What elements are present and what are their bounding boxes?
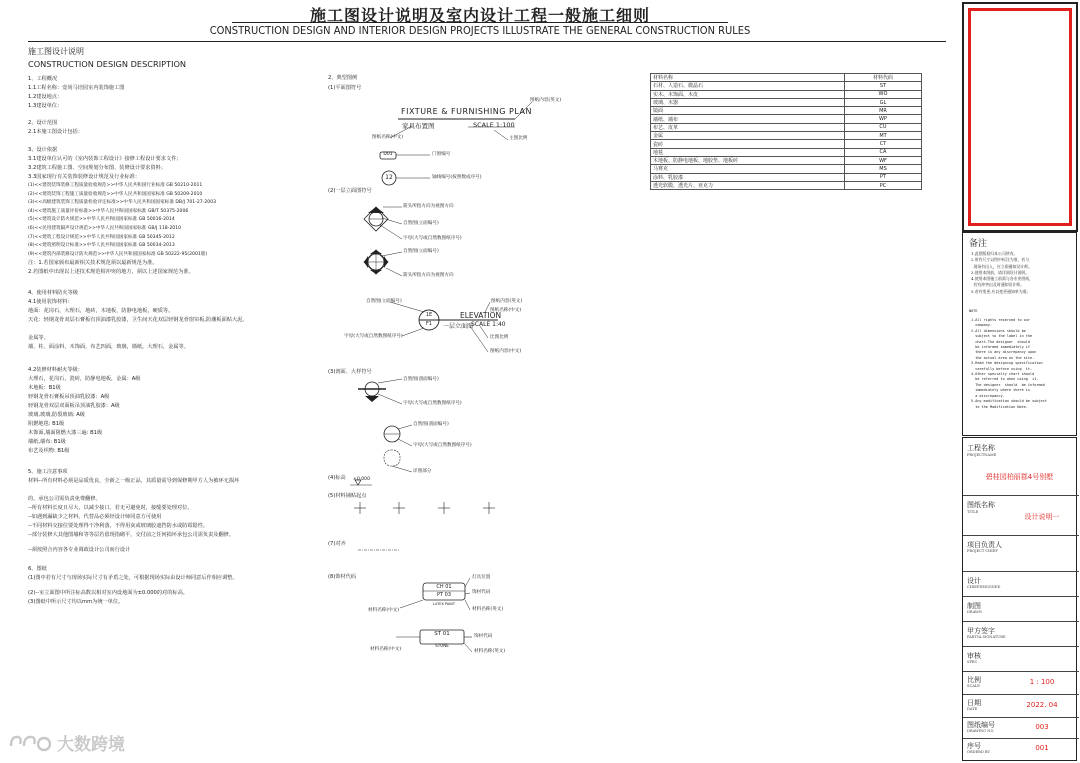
title-value: 设计说明一 — [1024, 513, 1060, 521]
text-line: 阻燃地毯: B1级 — [28, 421, 65, 428]
section-title-cn: 施工图设计说明 — [28, 47, 84, 56]
preview-frame — [962, 2, 1078, 232]
preview-red-border — [968, 8, 1072, 226]
drawn-sub: DRAWN — [967, 610, 982, 614]
leader — [398, 425, 412, 429]
legend-label: 箭头所指方向为视图方向 — [403, 204, 454, 209]
notes-en: 1.All rights reserved to our company. 2.All dimensions should be subject to the label in the chart.The designer should be informed immediately if there is any discrepancy upon the actual area on the site. 3.Read the designing specification carefully before using it. 4.Other specialty chart should be referred to when using it. The designer should be informed immediately where there is a discrepancy. 5.Any modification should be subject to the Modification Note. — [971, 318, 1047, 409]
legend-label: 主图比例 — [509, 136, 528, 141]
material-tag-1-note: LATEX PAINT — [432, 602, 456, 606]
order-label: 序号 — [967, 742, 981, 750]
text-line: 注：1.若国家颁布最新相关技术规范须以最新规范为准。 — [28, 260, 158, 267]
detail-region — [384, 450, 400, 466]
material-code-cell: GL — [845, 98, 922, 106]
table-row — [651, 98, 922, 106]
text-line: --如遇到漏缺少之材料，代替品必须经设计师同意方可使用 — [28, 514, 162, 521]
material-name-cell: 墙纸、墙布 — [651, 115, 845, 123]
column-header-code: 材料代码 — [845, 74, 922, 82]
text-line: 玻璃,玻璃,防裂玻璃: A级 — [28, 412, 85, 419]
text-line: 1.2建设地点： — [28, 94, 63, 100]
text-line: 木饰面,墙面阻燃大漆三遍: B1级 — [28, 430, 103, 437]
project-name-value: 碧桂园柏丽郡4号别墅 — [985, 473, 1054, 481]
table-row — [651, 107, 922, 115]
title-label: 图纸名称 — [967, 501, 995, 509]
material-code-cell: CU — [845, 123, 922, 131]
row-party — [963, 621, 1079, 647]
text-line: 2.若图纸中出现以上述技术规范相冲突的地方，须以上述国家规范为准。 — [28, 269, 194, 276]
text-line: 5、施工注意事项 — [28, 469, 68, 476]
leader — [380, 225, 402, 239]
text-line: 布艺及织物: B1级 — [28, 448, 70, 455]
text-line: 轻钢龙骨双层双面板吊顶油乳胶漆：A级 — [28, 403, 120, 410]
leader — [465, 593, 470, 594]
level-mark-text: ±0.000 — [353, 477, 371, 482]
table-row — [651, 173, 922, 181]
arrow-down — [370, 270, 382, 274]
table-row — [651, 132, 922, 140]
text-line: --所有材料长度且尽大，以减少接口。若无可避免时，接缝要处理对位。 — [28, 505, 193, 512]
section-title-en: CONSTRUCTION DESIGN DESCRIPTION — [28, 59, 187, 69]
leader — [464, 643, 472, 652]
legend-label: 轴线编号(按照数成序号) — [432, 175, 482, 180]
section-2 — [28, 119, 318, 137]
legend-label: 图纸名称(中文) — [372, 135, 404, 140]
text-line: 墙纸,墙布: B1级 — [28, 439, 66, 446]
legend-label: 自然图(立面编号) — [403, 249, 439, 254]
elev-index-arrow — [368, 207, 384, 213]
row-order — [963, 738, 1079, 759]
title-block — [960, 2, 1078, 760]
arrow-left — [364, 256, 368, 268]
page-title-en: CONSTRUCTION DESIGN AND INTERIOR DESIGN PROJECTS ILLUSTRATE THE GENERAL CONSTRUCTION RULES — [209, 24, 751, 37]
text-line: 金属等。 — [28, 335, 49, 342]
material-name-cell: 实木、木饰面、木皮 — [651, 90, 845, 98]
legend-label: 材料名称(中文) — [370, 647, 402, 652]
text-line: 大理石，花岗石，瓷砖，防静电地板，金属：A级 — [28, 376, 141, 383]
row-drawing-no — [963, 717, 1079, 739]
table-row — [651, 156, 922, 164]
section-arrow — [365, 396, 379, 402]
text-line: 2、设计范围 — [28, 120, 58, 126]
left-column — [28, 46, 318, 607]
legend-label: 自然图(立面编号) — [366, 299, 402, 304]
material-tag-1-bottom: PT 03 — [436, 592, 452, 598]
material-code-cell: ST — [845, 82, 922, 90]
material-tag-1-top: CH 01 — [436, 584, 452, 590]
legend-label: 自然图(立面编号) — [403, 221, 439, 226]
material-name-cell: 镜面 — [651, 107, 845, 115]
text-line: 1.3建设单位： — [28, 103, 63, 109]
chief-sub: PROJECT CHIEF — [967, 549, 998, 553]
material-code-cell: PC — [845, 181, 922, 189]
code-line: (2)<<建筑装饰工程施工质量验收规范>>中华人民共和国国家标准 GB 50209-2010 — [28, 191, 203, 197]
text-line: 3.3国家现行有关装饰装修设计规范及行业标准： — [28, 174, 141, 180]
row-chief — [963, 535, 1079, 572]
text-line: 3.2建筑工程施工图、空间规划分布图、装修设计要求资料； — [28, 165, 166, 171]
legend-label: 字母(大写或自然数图纸序号) — [403, 236, 462, 241]
code-line: (4)<<建筑施工质量评价标准>>中华人民共和国国家标准 GB/T 50375-2006 — [28, 208, 189, 214]
material-tag-2-top: ST 01 — [434, 631, 450, 637]
party-sub: PARTYA SIGNATURE — [967, 635, 1006, 639]
material-code-cell: WF — [845, 156, 922, 164]
text-line: 1、工程概况 — [28, 76, 58, 82]
material-code-cell: CT — [845, 140, 922, 148]
scale-label: 比例 — [967, 676, 981, 684]
material-code-cell: MS — [845, 165, 922, 173]
code-line: (7)<<建筑工程设计规范>>中华人民共和国国家标准 GB 50345-2012 — [28, 234, 175, 240]
elev-tag-bottom: F1 — [425, 321, 433, 327]
elevation-title: ELEVATION — [460, 311, 502, 320]
material-name-cell: 透光软膜、透光片、亚克力 — [651, 181, 845, 189]
material-name-cell: 石材、人造石、微晶石 — [651, 82, 845, 90]
title-sub: TITLE — [967, 510, 979, 514]
leader — [378, 379, 402, 383]
text-line: --不同材料交接位要处理得干净利落，不得用灰或玻璃胶遮挡防水或防霉隐性。 — [28, 523, 209, 530]
material-code-cell: MT — [845, 132, 922, 140]
drawing-no-sub: DRAWING NO — [967, 729, 994, 733]
text-line: --部分装修大其他图墙和等等层若留现指砌平，交付前之任何损坏承包公司需负责及翻修。 — [28, 532, 235, 539]
date-sub: DATE — [967, 707, 978, 711]
text-line: --须按照合内容各专业调政设计公司而行设计 — [28, 547, 131, 554]
door-tag-text: D01 — [383, 152, 393, 157]
table-row — [651, 115, 922, 123]
text-line: 4.2装修材料耐火等级： — [28, 367, 83, 374]
legend-label: 详图部分 — [413, 469, 432, 474]
date-label: 日期 — [967, 699, 981, 707]
material-name-cell: 地毯 — [651, 148, 845, 156]
legend-label: 自然图(剖面编号) — [413, 422, 449, 427]
project-name-sub: PROJECTNAME — [967, 453, 997, 457]
legend-label: 材料名称(英文) — [474, 649, 506, 654]
party-label: 甲方签字 — [967, 627, 995, 635]
text-line: 3、设计依据 — [28, 147, 58, 153]
table-row — [651, 82, 922, 90]
elevation-scale: SCALE 1:40 — [471, 321, 506, 328]
section-3 — [28, 146, 318, 277]
row-title — [963, 495, 1079, 536]
material-name-cell: 金属 — [651, 132, 845, 140]
material-name-cell: 玻璃、木器 — [651, 98, 845, 106]
notes-box — [962, 232, 1077, 436]
legend-sub-align: (7)对齐 — [328, 541, 346, 547]
legend-section-title: 2、典型图例 — [328, 75, 358, 81]
row-design — [963, 571, 1079, 597]
text-line: (2)--室立面图中所注标高数以相对室内设地面为±0.000的对的标高。 — [28, 590, 188, 597]
code-line: (6)<<民用建筑隔声设计规范>>中华人民共和国国家标准 GB/J 118-2010 — [28, 225, 182, 231]
text-line: 轻钢龙骨石膏板吊顶油乳胶漆：A级 — [28, 394, 110, 401]
legend-label: 字母(大写或自然数图纸序号) — [344, 334, 403, 339]
material-name-cell: 布艺、皮革 — [651, 123, 845, 131]
material-code-cell: MR — [845, 107, 922, 115]
text-line: (1)图中若有尺寸与现场实际尺寸有矛盾之处，可根据现场实际由设计师同意后作相应调整。 — [28, 575, 238, 582]
drawn-label: 制图 — [967, 602, 981, 610]
section-6 — [28, 565, 318, 607]
code-line: (9)<<建筑内部装修设计防火规范>>中华人民共和国国家标准 GB 50222-95(2001版) — [28, 251, 208, 257]
legend-label: 图纸内容(中文) — [490, 349, 522, 354]
design-label: 设计 — [967, 577, 981, 585]
watermark — [8, 730, 125, 755]
legend-label: 饰材代码 — [474, 634, 493, 639]
text-line: (3)图纸中所示尺寸均以mm为统一单位。 — [28, 599, 124, 606]
legend-label: 图纸内容(英文) — [491, 299, 523, 304]
text-line: 4.1使用装饰材料： — [28, 299, 73, 306]
row-drawn — [963, 596, 1079, 622]
row-scale — [963, 671, 1079, 695]
order-sub: ORDERD BY — [967, 750, 990, 754]
legend-label: 门窗编号 — [432, 152, 451, 157]
legend-label: 图纸内容(英文) — [530, 98, 562, 103]
legend-label: 图纸名称(中文) — [490, 308, 522, 313]
text-line: 木地板：B1级 — [28, 385, 61, 392]
column-header-name: 材料名称 — [651, 74, 845, 82]
notes-en-title: NOTE — [969, 309, 978, 313]
leader — [382, 252, 402, 256]
text-line: 2.1本施工图设计包括： — [28, 129, 83, 135]
arrow-up — [370, 250, 382, 254]
code-line: (8)<<建筑照明设计标准>>中华人民共和国国家标准 GB 50034-2013 — [28, 243, 175, 249]
legend-sub-elevation: (2)一层立面图符号 — [328, 188, 372, 194]
design-sub: CHIEFDESIGNED — [967, 585, 1001, 589]
table-row — [651, 165, 922, 173]
leader — [386, 268, 402, 276]
leader — [392, 466, 412, 472]
scale-value: 1 : 100 — [1029, 678, 1055, 686]
leader — [382, 218, 402, 224]
elevation-subtitle: 一层立面图 — [443, 323, 474, 330]
watermark-text: 大数跨境 — [57, 735, 125, 755]
order-value: 001 — [1035, 744, 1049, 752]
text-line: 天花：轻钢龙骨双层石膏板有顶油漆乳胶漆，卫生间天花双层轻钢龙骨窗帘板,防潮板面贴大泥。 — [28, 317, 248, 324]
leader — [465, 578, 470, 587]
table-header-row — [651, 74, 922, 82]
review-sub: SPEC — [967, 660, 978, 664]
material-name-cell: 马赛克 — [651, 165, 845, 173]
info-box — [962, 437, 1077, 761]
row-date — [963, 694, 1079, 718]
notes-cn: 1.此图版权归本公司所有。 2.所有尺寸以图中标注为准，若与 现场有出入，应立即通知设计师。 3.使用本图前，请详阅设计说明。 4.使用本图施工前需与各专业图纸， 若有冲突出及时通知设计师。 5.若有变更,应以变更通知单为准。 — [971, 251, 1034, 294]
legend-label: 饰材代码 — [472, 590, 491, 595]
scale-sub: SCALE — [967, 684, 980, 688]
section-4 — [28, 289, 318, 456]
text-line: 的，承包公司需负责免费翻修。 — [28, 496, 101, 503]
text-line — [28, 325, 318, 334]
leader — [378, 394, 402, 404]
code-line: (5)<<建筑设计防火规范>>中华人民共和国国家标准 GB 50016-2014 — [28, 217, 175, 223]
chief-label: 项目负责人 — [967, 541, 1002, 549]
legend-sub-section: (3)剖面、大样符号 — [328, 369, 372, 375]
drawing-no-label: 图纸编号 — [967, 721, 995, 729]
material-name-cell: 木地板、防静电地板、地胶垫、地板砖 — [651, 156, 845, 164]
legend-sub-material: (8)饰材代码 — [328, 574, 357, 580]
drawing-no-value: 003 — [1035, 723, 1049, 731]
legend-sub-level: (4)标高 — [328, 475, 346, 481]
legend-label: 自然图(剖面编号) — [403, 377, 439, 382]
row-project-name — [963, 438, 1079, 496]
material-code-cell: PT — [845, 173, 922, 181]
table-row — [651, 148, 922, 156]
date-value: 2022. 04 — [1026, 701, 1058, 709]
material-code-cell: WP — [845, 115, 922, 123]
axis-tag-text: 12 — [385, 174, 393, 181]
text-line: 材料--所有材料必须是品质优良，全新之一级正品，其质量需导到保修期甲方人为被环无损坏 — [28, 478, 240, 485]
elev-tag-top: 1E — [425, 312, 433, 318]
text-line: 3.1建设单位认可的《室内装饰工程设计》接修工程设计要求文件； — [28, 156, 182, 162]
legend-sub-plan: (1)平面图符号 — [328, 85, 362, 91]
arrow-right — [384, 256, 388, 268]
material-code-cell: CA — [845, 148, 922, 156]
row-review — [963, 646, 1079, 672]
text-line — [28, 486, 318, 495]
section-5 — [28, 468, 318, 555]
section-1 — [28, 75, 318, 111]
header-rule — [232, 22, 728, 23]
material-code-cell: WO — [845, 90, 922, 98]
legend-label: 材料名称(英文) — [472, 607, 504, 612]
text-line: 墙、柱、面涂料，木饰面，布艺四面，玻璃，墙纸，大理石，金属等。 — [28, 344, 189, 351]
plan-subtitle: 家具布置图 — [402, 122, 435, 130]
leader — [465, 600, 470, 610]
legend-label: 比图比例 — [490, 335, 509, 340]
legend-label: 材料名称(中文) — [368, 608, 400, 613]
text-line: 6、图纸 — [28, 566, 47, 573]
header-rule-bottom — [28, 41, 946, 42]
legend-label: 字母(大写或自然数图纸序号) — [413, 443, 472, 448]
leader — [398, 439, 412, 446]
materials-table — [650, 73, 922, 190]
text-line — [28, 352, 318, 361]
table-row — [651, 140, 922, 148]
code-line: (1)<<建筑装饰装修工程质量验收规范>>中华人民共和国行业标准 GB 50210-2011 — [28, 183, 203, 188]
table-row — [651, 123, 922, 131]
leader — [402, 328, 424, 336]
review-label: 审核 — [967, 652, 981, 660]
legend-label: 箭头所指方向为视图方向 — [403, 273, 454, 278]
material-tag-2-bottom: STONE — [435, 643, 449, 648]
legend-sub-start: (5)材料铺贴起点 — [328, 493, 367, 499]
text-line: 地面：花岗石，大理石，地砖，木地板，防静电地板，硬质等。 — [28, 308, 174, 315]
page-title-cn: 施工图设计说明及室内设计工程一般施工细则 — [309, 6, 650, 25]
code-line: (3)<<高级建筑装饰工程质量检验评定标准>>中华人民共和国国家标准 DB/J 701-27-2003 — [28, 200, 217, 206]
table-row — [651, 90, 922, 98]
watermark-logo-icon — [8, 732, 54, 754]
leader — [400, 600, 423, 608]
plan-title: FIXTURE & FURNISHING PLAN — [401, 107, 532, 116]
text-line: 1.1工程名称：壹尚马培园室内装饰施工图 — [28, 85, 125, 91]
legend-label: 字母(大写或自然数图纸序号) — [403, 401, 462, 406]
material-name-cell: 涂料、乳胶漆 — [651, 173, 845, 181]
text-line: 4、使用材料防火等级 — [28, 290, 78, 297]
leader — [494, 130, 508, 140]
project-name-label: 工程名称 — [967, 444, 995, 452]
plan-scale: SCALE 1:100 — [473, 121, 515, 129]
table-row — [651, 181, 922, 189]
material-name-cell: 瓷砖 — [651, 140, 845, 148]
notes-title: 备注 — [969, 239, 988, 249]
legend-label: 灯具位置 — [472, 575, 491, 580]
